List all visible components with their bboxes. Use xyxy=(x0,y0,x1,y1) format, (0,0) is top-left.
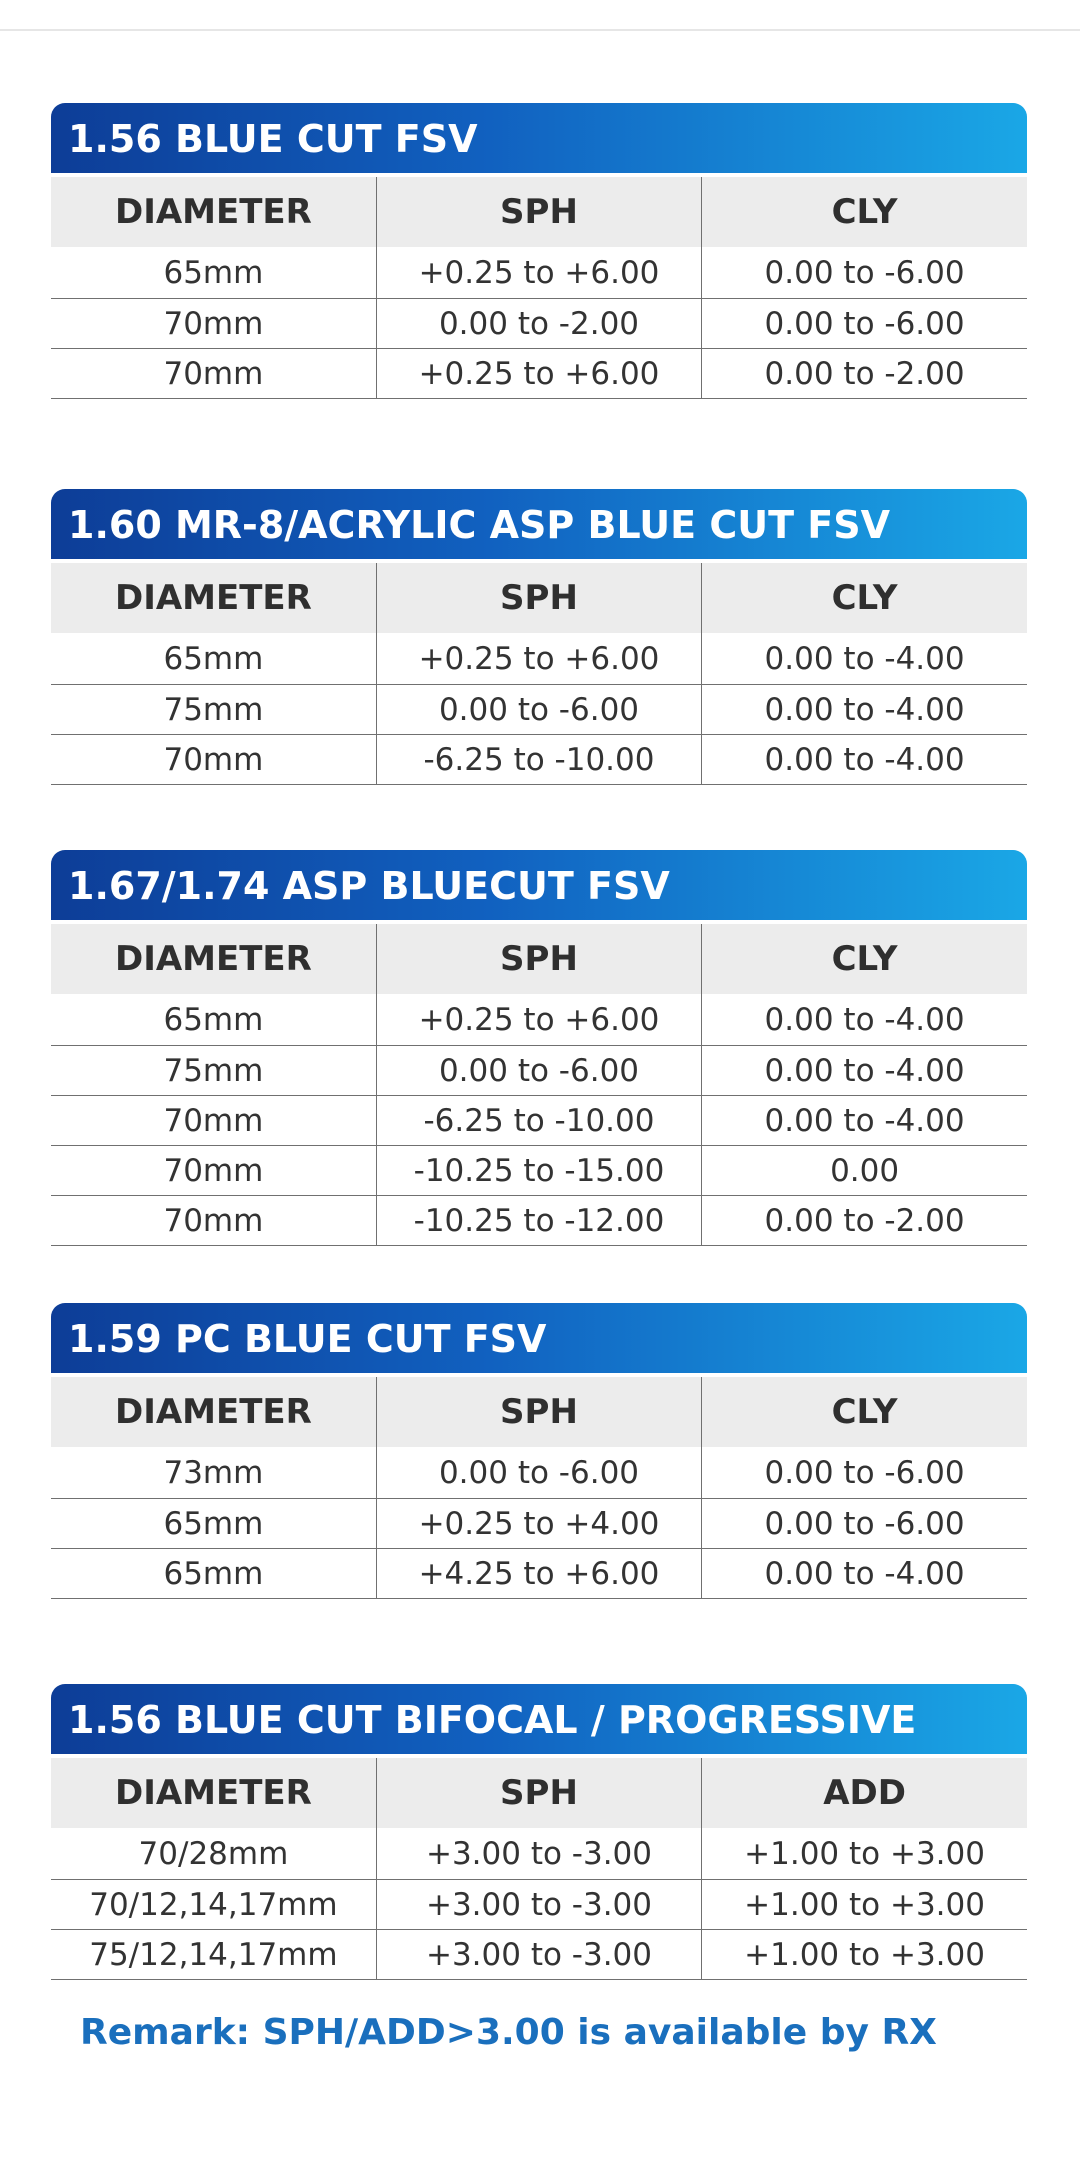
table-row xyxy=(51,685,1027,735)
column-header-sph: SPH xyxy=(376,1758,701,1828)
cell-diameter: 70/28mm xyxy=(51,1828,376,1880)
cell-diameter: 70mm xyxy=(51,735,376,785)
cell-cly: 0.00 to -6.00 xyxy=(702,299,1027,349)
cell-sph: 0.00 to -6.00 xyxy=(376,1447,701,1499)
column-header-sph: SPH xyxy=(376,924,701,994)
column-header-diameter: DIAMETER xyxy=(51,924,376,994)
column-header-diameter: DIAMETER xyxy=(51,177,376,247)
table-row xyxy=(51,1880,1027,1930)
cell-diameter: 75/12,14,17mm xyxy=(51,1930,376,1980)
table-row xyxy=(51,1447,1027,1499)
cell-diameter: 65mm xyxy=(51,633,376,685)
cell-sph: 0.00 to -2.00 xyxy=(376,299,701,349)
cell-diameter: 70/12,14,17mm xyxy=(51,1880,376,1930)
cell-cly: 0.00 to -4.00 xyxy=(702,633,1027,685)
section-title: 1.56 BLUE CUT BIFOCAL / PROGRESSIVE xyxy=(51,1684,1027,1754)
cell-cly: 0.00 to -4.00 xyxy=(702,1549,1027,1599)
column-header-diameter: DIAMETER xyxy=(51,1758,376,1828)
cell-cly: 0.00 to -2.00 xyxy=(702,1196,1027,1246)
cell-diameter: 70mm xyxy=(51,349,376,399)
remark-note: Remark: SPH/ADD>3.00 is available by RX xyxy=(80,2012,937,2053)
cell-diameter: 70mm xyxy=(51,1146,376,1196)
spec-table xyxy=(51,1758,1027,1980)
cell-add: +1.00 to +3.00 xyxy=(702,1880,1027,1930)
cell-cly: 0.00 to -6.00 xyxy=(702,1447,1027,1499)
table-header-row xyxy=(51,563,1027,633)
table-row xyxy=(51,994,1027,1046)
table-row xyxy=(51,1549,1027,1599)
table-row xyxy=(51,349,1027,399)
cell-diameter: 70mm xyxy=(51,1196,376,1246)
cell-diameter: 65mm xyxy=(51,1499,376,1549)
cell-sph: +0.25 to +6.00 xyxy=(376,633,701,685)
cell-diameter: 73mm xyxy=(51,1447,376,1499)
table-row xyxy=(51,633,1027,685)
cell-sph: +0.25 to +6.00 xyxy=(376,247,701,299)
cell-sph: +3.00 to -3.00 xyxy=(376,1828,701,1880)
column-header-cly: CLY xyxy=(702,1377,1027,1447)
cell-sph: 0.00 to -6.00 xyxy=(376,1046,701,1096)
column-header-sph: SPH xyxy=(376,177,701,247)
cell-diameter: 70mm xyxy=(51,299,376,349)
table-header-row xyxy=(51,924,1027,994)
cell-cly: 0.00 to -4.00 xyxy=(702,1046,1027,1096)
cell-sph: 0.00 to -6.00 xyxy=(376,685,701,735)
column-header-sph: SPH xyxy=(376,563,701,633)
cell-sph: -10.25 to -12.00 xyxy=(376,1196,701,1246)
cell-add: +1.00 to +3.00 xyxy=(702,1930,1027,1980)
table-row xyxy=(51,1930,1027,1980)
spec-section-1-59-pc-blue-cut xyxy=(51,1303,1027,1599)
column-header-diameter: DIAMETER xyxy=(51,563,376,633)
spec-section-bifocal-progressive xyxy=(51,1684,1027,1980)
cell-cly: 0.00 to -6.00 xyxy=(702,247,1027,299)
section-title: 1.60 MR-8/ACRYLIC ASP BLUE CUT FSV xyxy=(51,489,1027,559)
cell-sph: +4.25 to +6.00 xyxy=(376,1549,701,1599)
table-header-row xyxy=(51,177,1027,247)
table-row xyxy=(51,299,1027,349)
cell-diameter: 65mm xyxy=(51,994,376,1046)
cell-sph: -10.25 to -15.00 xyxy=(376,1146,701,1196)
column-header-cly: CLY xyxy=(702,924,1027,994)
cell-sph: +0.25 to +6.00 xyxy=(376,349,701,399)
cell-sph: +0.25 to +4.00 xyxy=(376,1499,701,1549)
cell-cly: 0.00 to -4.00 xyxy=(702,735,1027,785)
cell-diameter: 75mm xyxy=(51,1046,376,1096)
spec-section-1-60-mr8-acrylic xyxy=(51,489,1027,785)
section-title: 1.67/1.74 ASP BLUECUT FSV xyxy=(51,850,1027,920)
cell-sph: +3.00 to -3.00 xyxy=(376,1880,701,1930)
table-row xyxy=(51,1146,1027,1196)
cell-diameter: 70mm xyxy=(51,1096,376,1146)
table-row xyxy=(51,1196,1027,1246)
table-row xyxy=(51,1499,1027,1549)
cell-diameter: 75mm xyxy=(51,685,376,735)
column-header-diameter: DIAMETER xyxy=(51,1377,376,1447)
cell-diameter: 65mm xyxy=(51,247,376,299)
spec-table xyxy=(51,924,1027,1246)
top-divider xyxy=(0,29,1080,31)
cell-sph: -6.25 to -10.00 xyxy=(376,735,701,785)
spec-table xyxy=(51,1377,1027,1599)
table-row xyxy=(51,247,1027,299)
cell-sph: +3.00 to -3.00 xyxy=(376,1930,701,1980)
spec-table xyxy=(51,563,1027,785)
table-row xyxy=(51,1828,1027,1880)
spec-section-1-56-blue-cut-fsv xyxy=(51,103,1027,399)
cell-cly: 0.00 to -4.00 xyxy=(702,1096,1027,1146)
table-header-row xyxy=(51,1377,1027,1447)
cell-add: +1.00 to +3.00 xyxy=(702,1828,1027,1880)
spec-table xyxy=(51,177,1027,399)
section-title: 1.59 PC BLUE CUT FSV xyxy=(51,1303,1027,1373)
cell-cly: 0.00 to -4.00 xyxy=(702,994,1027,1046)
column-header-sph: SPH xyxy=(376,1377,701,1447)
cell-cly: 0.00 to -6.00 xyxy=(702,1499,1027,1549)
cell-cly: 0.00 to -4.00 xyxy=(702,685,1027,735)
section-title: 1.56 BLUE CUT FSV xyxy=(51,103,1027,173)
spec-section-1-67-1-74-asp xyxy=(51,850,1027,1246)
table-row xyxy=(51,1046,1027,1096)
cell-cly: 0.00 xyxy=(702,1146,1027,1196)
cell-cly: 0.00 to -2.00 xyxy=(702,349,1027,399)
table-header-row xyxy=(51,1758,1027,1828)
table-row xyxy=(51,735,1027,785)
cell-diameter: 65mm xyxy=(51,1549,376,1599)
column-header-cly: CLY xyxy=(702,563,1027,633)
column-header-add: ADD xyxy=(702,1758,1027,1828)
column-header-cly: CLY xyxy=(702,177,1027,247)
table-row xyxy=(51,1096,1027,1146)
cell-sph: -6.25 to -10.00 xyxy=(376,1096,701,1146)
cell-sph: +0.25 to +6.00 xyxy=(376,994,701,1046)
